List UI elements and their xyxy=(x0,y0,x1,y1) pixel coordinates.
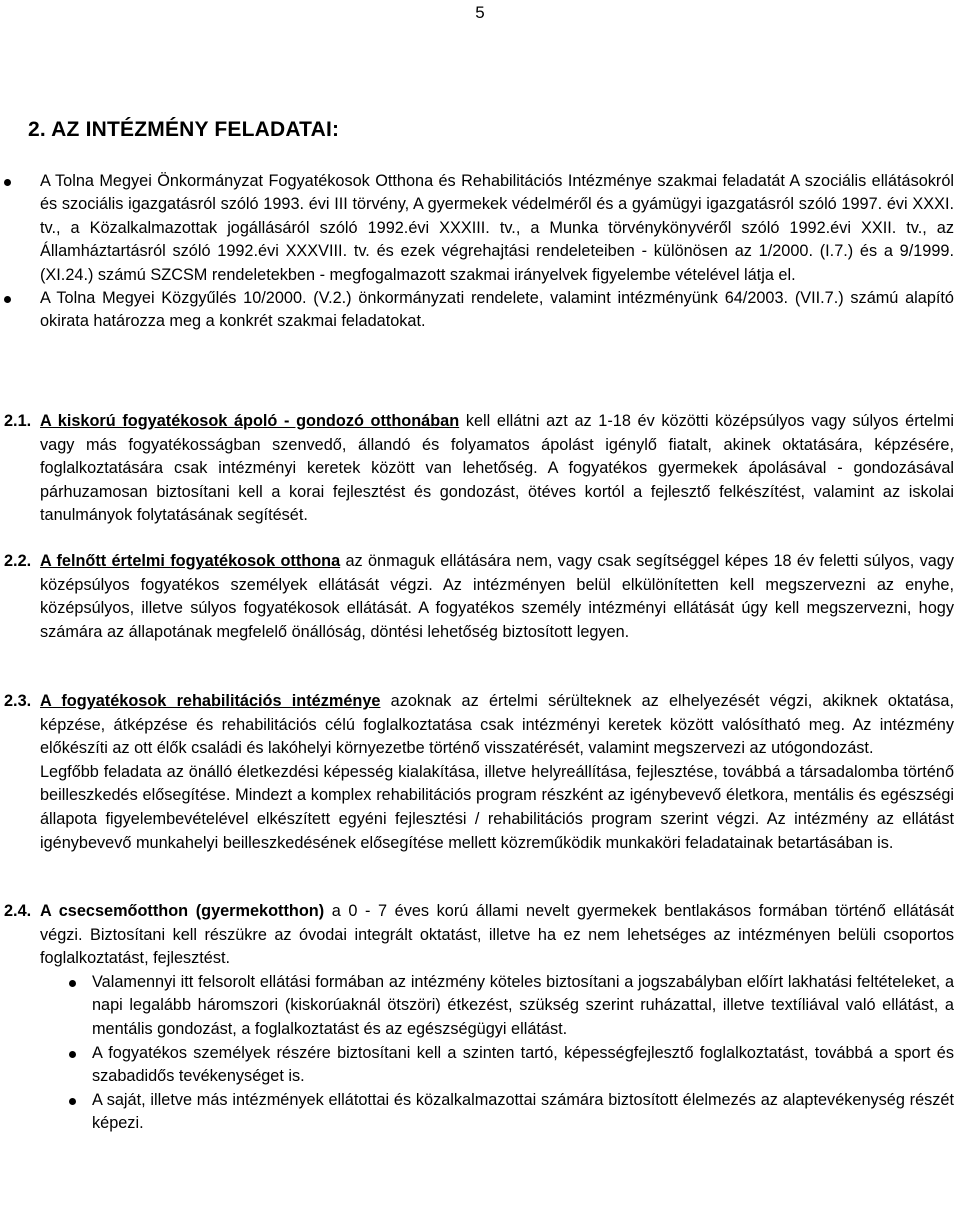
section-number: 2.1. xyxy=(4,412,32,430)
bullet-icon xyxy=(69,1051,76,1058)
page-number: 5 xyxy=(475,3,485,22)
section-number: 2.4. xyxy=(4,902,32,920)
intro-bullet-list xyxy=(0,170,960,334)
paragraph: Legfőbb feladata az önálló életkezdési képesség kialakítása, illetve helyreállítása, fejlesztése, továbbá a társadalomba történő beilleszkedés elősegítése. Mindezt a komplex rehabilitációs program részként az igénybevevő életkora, mentális és egészségi állapota figyelembevételével elkészített egyéni fejlesztési / rehabilitációs program szerint végzi. Az intézmény az ellátást igénybevevő munkahelyi beilleszkedésének elősegítése mellett közreműködik munkaköri feladatainak betartásában is. xyxy=(40,762,954,852)
bullet-icon xyxy=(69,980,76,987)
section-number: 2.3. xyxy=(4,692,32,710)
list-item xyxy=(0,170,960,287)
list-item-text: A Tolna Megyei Közgyűlés 10/2000. (V.2.) önkormányzati rendelete, valamint intézményünk 64/2003. (VII.7.) számú alapító okirata határozza meg a konkrét szakmai feladatokat. xyxy=(40,289,954,331)
section-title: A csecsemőotthon (gyermekotthon) xyxy=(40,902,325,920)
section-text: azoknak az értelmi sérülteknek az elhelyezését végzi, akiknek oktatása, képzése, átképzése és rehabilitációs célú foglalkoztatása csak intézményi keretek között valósítható meg. Az intézmény előkészíti az ott élők családi és lakóhelyi környezetbe történő visszatérését, valamint megszervezi az utógondozást. xyxy=(40,692,955,758)
section-2-1 xyxy=(0,410,960,528)
section-title: A fogyatékosok rehabilitációs intézménye xyxy=(40,692,381,710)
section-title: A kiskorú fogyatékosok ápoló - gondozó otthonában xyxy=(40,412,460,430)
section-title: A felnőtt értelmi fogyatékosok otthona xyxy=(40,552,341,570)
list-item-text: A saját, illetve más intézmények ellátottai és közalkalmazottai számára biztosított élelmezés az alaptevékenység részét képezi. xyxy=(92,1090,954,1133)
section-text: a 0 - 7 éves korú állami nevelt gyermekek bentlakásos formában történő ellátását végzi. Biztosítani kell részükre az óvodai integrált oktatást, illetve ha ez nem lehetséges az intézményen belüli csoportos foglalkoztatást, fejlesztést. xyxy=(40,902,954,968)
bullet-icon xyxy=(4,296,11,303)
paragraph xyxy=(0,410,960,528)
list-item xyxy=(0,287,960,334)
section-number: 2.2. xyxy=(4,552,32,570)
list-item-text: A fogyatékos személyek részére biztosítani kell a szinten tartó, képességfejlesztő foglalkoztatást, továbbá a sport és szabadidős tevékenységet is. xyxy=(92,1043,954,1086)
section-2-2 xyxy=(0,550,960,644)
section-bullet-list xyxy=(0,971,960,1136)
list-item-text: A Tolna Megyei Önkormányzat Fogyatékosok Otthona és Rehabilitációs Intézménye szakmai feladatát A szociális ellátásokról és szociális igazgatásról szóló 1993. évi III törvény, A gyermekek védelméről és a gyámügyi igazgatásról szóló 1997. évi XXXI. tv., a Közalkalmazottak jogállásáról szóló 1992.évi XXXIII. tv., a Munka törvénykönyvéről szóló 1992.évi XXII. tv., az Államháztartásról szóló 1992.évi XXXVIII. tv. és ezek végrehajtási rendeleteiben - különösen az 1/2000. (I.7.) és a 9/1999. (XI.24.) számú SZCSM rendeletekben - megfogalmazott szakmai irányelvek figyelembe vételével látja el. xyxy=(40,172,954,284)
bullet-icon xyxy=(69,1098,76,1105)
bullet-icon xyxy=(4,179,11,186)
paragraph xyxy=(0,900,960,971)
list-item-text: Valamennyi itt felsorolt ellátási formában az intézmény köteles biztosítani a jogszabályban előírt lakhatási feltételeket, a napi legalább háromszori (kiskorúaknál ötszöri) étkezést, szükség szerint ruházattal, illetve textíliával való ellátást, a mentális gondozást, a foglalkoztatást és az egészségügyi ellátást. xyxy=(92,972,954,1038)
paragraph xyxy=(0,550,960,644)
list-item xyxy=(0,1089,960,1136)
section-2-4 xyxy=(0,900,960,1136)
list-item xyxy=(0,971,960,1042)
section-text: az önmaguk ellátására nem, vagy csak segítséggel képes 18 év feletti súlyos, vagy középsúlyos fogyatékos személyek ellátását végzi. Az intézményen belül elkülönítetten kell megszervezni az enyhe, középsúlyos, illetve súlyos fogyatékosok ellátását. A fogyatékos személy intézményi ellátását úgy kell megszervezni, hogy számára az állapotának megfelelő önállóság, döntési lehetőség biztosított legyen. xyxy=(40,552,954,641)
section-heading: 2. AZ INTÉZMÉNY FELADATAI: xyxy=(28,118,340,141)
paragraph xyxy=(0,690,960,761)
section-text: kell ellátni azt az 1-18 év közötti középsúlyos vagy súlyos értelmi vagy más fogyatékosságban szenvedő, állandó és folyamatos ápolást igénylő fiatalt, akinek oktatására, képzésére, foglalkoztatására csak intézményi keretek között van lehetőség. A fogyatékos gyermekek ápolásával - gondozásával párhuzamosan biztosítani kell a korai fejlesztést és gondozást, ötéves kortól a fejlesztő felkészítést, valamint az iskolai tanulmányok folytatásának segítését. xyxy=(40,412,955,525)
list-item xyxy=(0,1042,960,1089)
section-2-3 xyxy=(0,690,960,855)
